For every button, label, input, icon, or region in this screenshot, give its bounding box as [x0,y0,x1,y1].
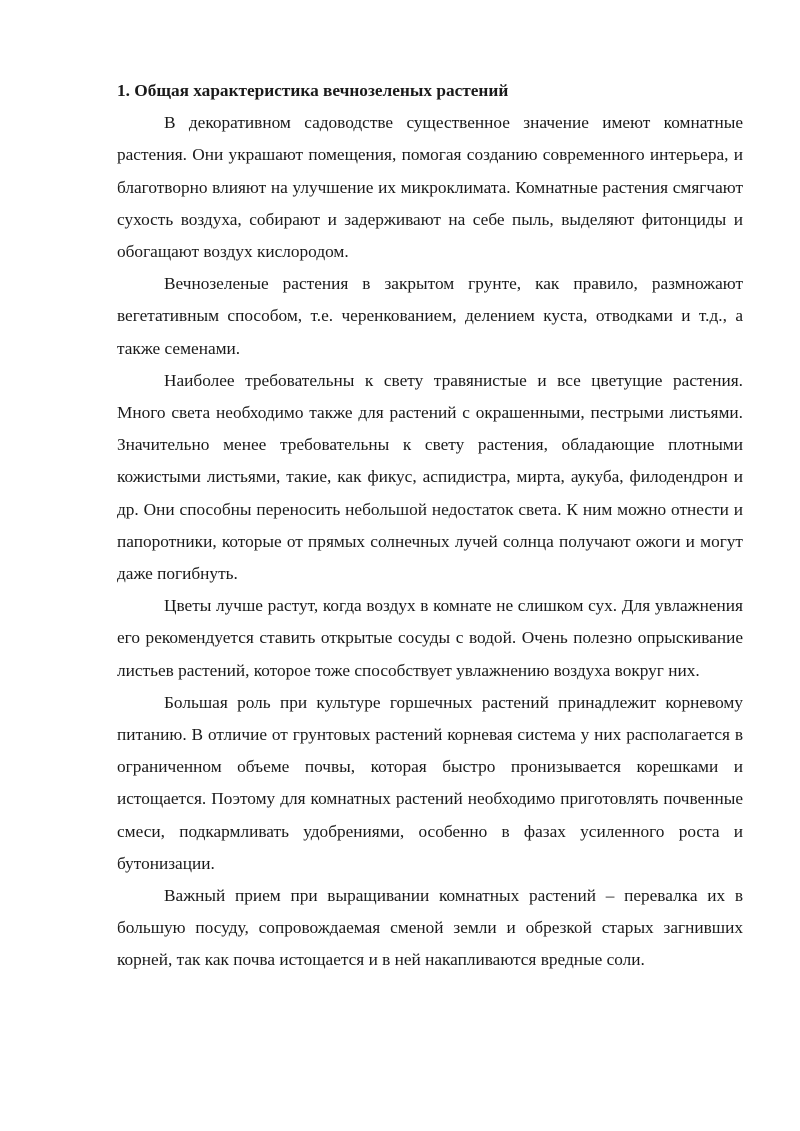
paragraph-light-requirements: Наиболее требовательны к свету травянистые и все цветущие растения. Много света необходимо также для растений с окрашенными, пестрыми листьями. Значительно менее требовательны к свету растения, обладающие плотными кожистыми листьями, такие, как фикус, аспидистра, мирта, аукуба, филодендрон и др. Они способны переносить небольшой недостаток света. К ним можно отнести и папоротники, которые от прямых солнечных лучей солнца получают ожоги и могут даже погибнуть. [117,370,743,584]
paragraph-repotting: Важный прием при выращивании комнатных растений – перевалка их в большую посуду, сопровождаемая сменой земли и обрезкой старых загнивших корней, так как почва истощается и в ней накапливаются вредные соли. [117,886,743,970]
paragraph-propagation: Вечнозеленые растения в закрытом грунте, как правило, размножают вегетативным способом, т.е. черенкованием, делением куста, отводками и т.д., а также семенами. [117,274,743,358]
paragraph-root-nutrition: Большая роль при культуре горшечных растений принадлежит корневому питанию. В отличие от грунтовых растений корневая система у них располагается в ограниченном объеме почвы, которая быстро пронизывается корешками и истощается. Поэтому для комнатных растений необходимо приготовлять почвенные смеси, подкармливать удобрениями, особенно в фазах усиленного роста и бутонизации. [117,692,743,873]
paragraph-humidity: Цветы лучше растут, когда воздух в комнате не слишком сух. Для увлажнения его рекомендуется ставить открытые сосуды с водой. Очень полезно опрыскивание листьев растений, которое тоже способствует увлажнению воздуха вокруг них. [117,596,743,680]
paragraph-houseplants-intro: В декоративном садоводстве существенное значение имеют комнатные растения. Они украшают помещения, помогая созданию современного интерьера, и благотворно влияют на улучшение их микроклимата. Комнатные растения смягчают сухость воздуха, собирают и задерживают на себе пыль, выделяют фитонциды и обогащают воздух кислородом. [117,113,743,262]
document-body [117,75,743,977]
section-heading: 1. Общая характеристика вечнозеленых растений [117,81,509,100]
